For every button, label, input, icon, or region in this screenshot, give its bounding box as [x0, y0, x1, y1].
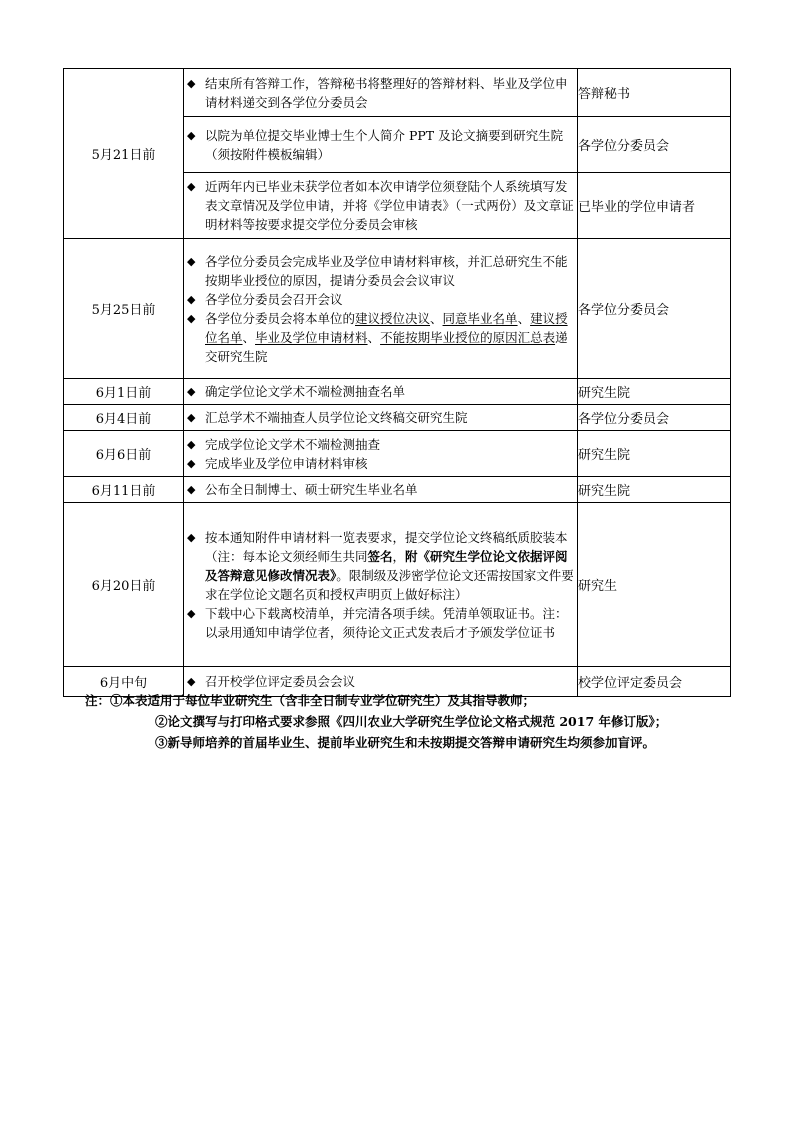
task-item [184, 435, 577, 454]
schedule-row [64, 69, 731, 117]
date-cell: 6月1日前 [64, 379, 184, 405]
responsible-cell: 研究生院 [578, 379, 731, 405]
task-cell [184, 239, 578, 379]
task-text: 下载中心下载离校清单，并完清各项手续。凭清单领取证书。注：以录用通知申请学位者，须待论文正式发表后才予颁发学位证书 [205, 605, 568, 640]
responsible-cell: 答辩秘书 [578, 69, 731, 117]
task-item [184, 290, 577, 309]
task-cell [184, 379, 578, 405]
date-cell: 5月25日前 [64, 239, 184, 379]
schedule-row [64, 379, 731, 405]
schedule-row [64, 477, 731, 503]
schedule-table [63, 68, 731, 697]
task-text: 各学位分委员会将本单位的建议授位决议、同意毕业名单、建议授位名单、毕业及学位申请材料、不能按期毕业授位的原因汇总表递交研究生院 [205, 310, 568, 364]
date-cell: 6月20日前 [64, 503, 184, 667]
diamond-bullet-icon: ◆ [187, 530, 196, 544]
task-text: 各学位分委员会召开会议 [205, 291, 343, 307]
date-cell: 5月21日前 [64, 69, 184, 239]
date-cell: 6月中旬 [64, 667, 184, 697]
schedule-body [64, 69, 731, 697]
task-item [184, 382, 577, 401]
responsible-cell: 已毕业的学位申请者 [578, 173, 731, 239]
note-3: ③新导师培养的首届毕业生、提前毕业研究生和未按期提交答辩申请研究生均须参加盲评。 [155, 735, 656, 750]
task-item [184, 480, 577, 499]
task-text: 完成学位论文学术不端检测抽查 [205, 436, 381, 452]
task-text: 近两年内已毕业未获学位者如本次申请学位须登陆个人系统填写发表文章情况及学位申请，并将《学位申请表》（一式两份）及文章证明材料等按要求提交学位分委员会审核 [205, 179, 574, 232]
task-item [184, 604, 577, 642]
schedule-row [64, 405, 731, 431]
diamond-bullet-icon: ◆ [187, 385, 196, 398]
diamond-bullet-icon: ◆ [187, 437, 196, 451]
task-text: 结束所有答辩工作，答辩秘书将整理好的答辩材料、毕业及学位申请材料递交到各学位分委员会 [205, 75, 568, 110]
responsible-cell: 研究生 [578, 503, 731, 667]
task-item [184, 252, 577, 290]
diamond-bullet-icon: ◆ [187, 254, 196, 268]
schedule-row [64, 431, 731, 477]
diamond-bullet-icon: ◆ [187, 292, 196, 306]
task-item [184, 177, 577, 234]
diamond-bullet-icon: ◆ [187, 128, 196, 142]
task-item [184, 408, 577, 427]
schedule-row [64, 503, 731, 667]
schedule-row [64, 239, 731, 379]
task-item [184, 528, 577, 604]
responsible-cell: 研究生院 [578, 431, 731, 477]
task-cell [184, 477, 578, 503]
diamond-bullet-icon: ◆ [187, 483, 196, 496]
diamond-bullet-icon: ◆ [187, 311, 196, 325]
responsible-cell: 各学位分委员会 [578, 405, 731, 431]
diamond-bullet-icon: ◆ [187, 76, 196, 90]
task-cell [184, 117, 578, 173]
task-cell [184, 431, 578, 477]
task-text: 召开校学位评定委员会会议 [205, 674, 356, 689]
task-text: 确定学位论文学术不端检测抽查名单 [205, 384, 406, 399]
responsible-cell: 各学位分委员会 [578, 239, 731, 379]
diamond-bullet-icon: ◆ [187, 411, 196, 424]
diamond-bullet-icon: ◆ [187, 675, 196, 688]
task-item [184, 309, 577, 366]
date-cell: 6月6日前 [64, 431, 184, 477]
note-2: ②论文撰写与打印格式要求参照《四川农业大学研究生学位论文格式规范 2017 年修订版》； [155, 714, 668, 729]
task-cell [184, 405, 578, 431]
diamond-bullet-icon: ◆ [187, 606, 196, 620]
task-item [184, 74, 577, 112]
diamond-bullet-icon: ◆ [187, 456, 196, 470]
task-cell [184, 69, 578, 117]
task-text: 汇总学术不端抽查人员学位论文终稿交研究生院 [205, 410, 468, 425]
responsible-cell: 各学位分委员会 [578, 117, 731, 173]
task-text: 按本通知附件申请材料一览表要求，提交学位论文终稿纸质胶装本（注：每本论文须经师生共同签名，附《研究生学位论文依据评阅及答辩意见修改情况表》。限制级及涉密学位论文还需按国家文件要求在学位论文题名页和授权声明页上做好标注） [205, 529, 574, 602]
responsible-cell: 校学位评定委员会 [578, 667, 731, 697]
diamond-bullet-icon: ◆ [187, 180, 196, 193]
task-text: 各学位分委员会完成毕业及学位申请材料审核，并汇总研究生不能按期毕业授位的原因，提请分委员会会议审议 [205, 253, 568, 288]
task-text: 公布全日制博士、硕士研究生毕业名单 [205, 482, 418, 497]
responsible-cell: 研究生院 [578, 477, 731, 503]
note-1: 注：①本表适用于每位毕业研究生（含非全日制专业学位研究生）及其指导教师； [85, 693, 536, 708]
task-item [184, 672, 577, 691]
date-cell: 6月4日前 [64, 405, 184, 431]
notes [63, 690, 763, 753]
task-item [184, 454, 577, 473]
task-text: 以院为单位提交毕业博士生个人简介 PPT 及论文摘要到研究生院（须按附件模板编辑） [205, 127, 564, 162]
task-cell [184, 503, 578, 667]
date-cell: 6月11日前 [64, 477, 184, 503]
task-item [184, 126, 577, 164]
task-text: 完成毕业及学位申请材料审核 [205, 455, 368, 471]
task-cell [184, 173, 578, 239]
